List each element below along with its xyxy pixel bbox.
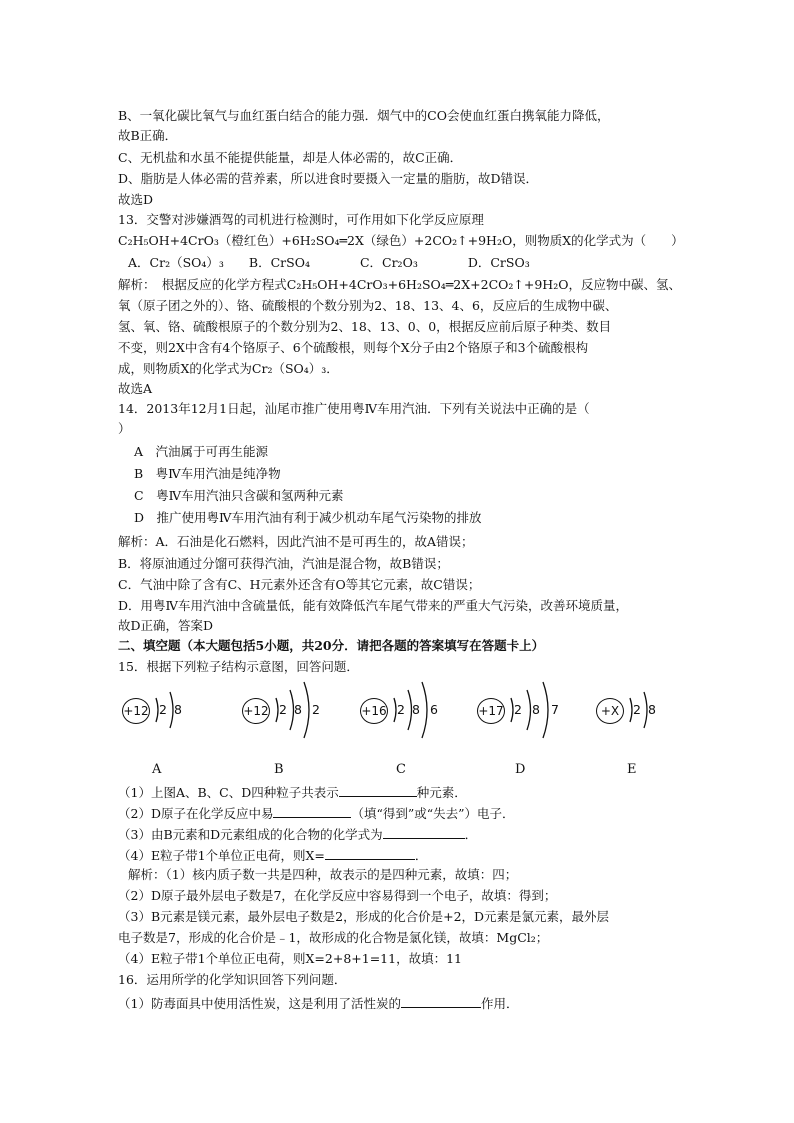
- electron-shell-arcs: [596, 680, 716, 740]
- text-line: 成，则物质X的化学式为Cr₂（SO₄）₃．: [118, 361, 339, 376]
- electron-count: 8: [532, 702, 540, 717]
- electron-count: 2: [514, 702, 522, 717]
- question-15-2: （2）D原子在化学反应中易 （填“得到”或“失去”）电子．: [118, 806, 515, 821]
- text-line: 氧（原子团之外的）、铬、硫酸根的个数分别为2、18、13、4、6，反应后的生成物中碳、: [118, 298, 618, 313]
- nucleus: +16: [360, 698, 388, 724]
- question-16-1: （1）防毒面具中使用活性炭，这是利用了活性炭的 作用．: [118, 996, 519, 1011]
- question-15-4: （4）E粒子带1个单位正电荷，则X= ．: [118, 848, 428, 863]
- electron-count: 2: [397, 702, 405, 717]
- text-line: D、脂肪是人体必需的营养素，所以进食时要摄入一定量的脂肪，故D错误．: [118, 171, 539, 186]
- text-line: 解析：A．石油是化石燃料，因此汽油不是可再生的，故A错误；: [118, 534, 474, 549]
- option-c: C 粤Ⅳ车用汽油只含碳和氢两种元素: [134, 488, 344, 503]
- nucleus: +12: [122, 698, 150, 724]
- atom-diagram-a: [122, 680, 242, 740]
- nucleus: +X: [596, 698, 624, 724]
- atom-label: E: [627, 762, 637, 777]
- text-line: （2）D原子最外层电子数是7，在化学反应中容易得到一个电子，故填：得到；: [118, 888, 557, 903]
- electron-count: 2: [279, 702, 287, 717]
- electron-count: 7: [551, 702, 559, 717]
- text-line: 氢、氧、铬、硫酸根原子的个数分别为2、18、13、0、0，根据反应前后原子种类、数目: [118, 319, 612, 334]
- electron-count: 2: [159, 702, 167, 717]
- options-line: A．Cr₂（SO₄）₃ B．CrSO₄ C．Cr₂O₃ D．CrSO₃: [128, 255, 530, 270]
- atom-diagram-e: [596, 680, 716, 740]
- atom-label: B: [274, 762, 284, 777]
- electron-count: 6: [430, 702, 438, 717]
- electron-count: 8: [174, 702, 182, 717]
- question-13: 13．交警对涉嫌酒驾的司机进行检测时，可作用如下化学反应原理: [118, 212, 484, 227]
- electron-count: 2: [633, 702, 641, 717]
- atom-diagram-b: [242, 680, 362, 740]
- answer-blank[interactable]: [383, 826, 465, 839]
- question-14: 14．2013年12月1日起，汕尾市推广使用粤Ⅳ车用汽油．下列有关说法中正确的是（: [118, 401, 590, 416]
- nucleus: +17: [477, 698, 505, 724]
- text-line: 解析： 根据反应的化学方程式C₂H₅OH+4CrO₃+6H₂SO₄═2X+2CO₂↑+9H₂O，反应物中碳、氢、: [118, 277, 681, 292]
- atom-label: C: [396, 762, 406, 777]
- atom-diagram-c: [360, 680, 480, 740]
- electron-count: 8: [294, 702, 302, 717]
- nucleus: +12: [242, 698, 270, 724]
- question-16: 16．运用所学的化学知识回答下列问题．: [118, 972, 347, 987]
- electron-count: 8: [648, 702, 656, 717]
- electron-shell-arcs: [360, 680, 480, 740]
- atom-label: A: [152, 762, 162, 777]
- text-line: （4）E粒子带1个单位正电荷，则X=2+8+1=11，故填：11: [118, 951, 462, 966]
- electron-shell-arcs: [242, 680, 362, 740]
- text-line: （3）B元素是镁元素，最外层电子数是2，形成的化合价是+2，D元素是氯元素，最外层: [118, 909, 610, 924]
- answer-blank[interactable]: [339, 784, 417, 797]
- text-line: 电子数是7，形成的化合价是﹣1，故形成的化合物是氯化镁，故填：MgCl₂；: [118, 930, 549, 945]
- option-d: D 推广使用粤Ⅳ车用汽油有利于减少机动车尾气污染物的排放: [134, 510, 482, 525]
- atom-diagram-d: [477, 680, 597, 740]
- text-line: B、一氧化碳比氧气与血红蛋白结合的能力强．烟气中的CO会使血红蛋白携氧能力降低，: [118, 108, 610, 123]
- answer-blank[interactable]: [273, 805, 351, 818]
- question-15-3: （3）由B元素和D元素组成的化合物的化学式为 ．: [118, 827, 478, 842]
- text-line: 故选A: [118, 381, 153, 396]
- answer-blank[interactable]: [401, 995, 481, 1008]
- text-line: C．气油中除了含有C、H元素外还含有O等其它元素，故C错误；: [118, 577, 481, 592]
- text-line: C、无机盐和水虽不能提供能量，却是人体必需的，故C正确．: [118, 150, 463, 165]
- atom-label: D: [515, 762, 526, 777]
- electron-count: 2: [312, 702, 320, 717]
- text-line: C₂H₅OH+4CrO₃（橙红色）+6H₂SO₄═2X（绿色）+2CO₂↑+9H₂O，则物质X的化学式为（ ）: [118, 233, 684, 248]
- option-a: A 汽油属于可再生能源: [134, 444, 269, 459]
- text-line: 故选D: [118, 192, 154, 207]
- text-line: ）: [118, 421, 131, 436]
- question-15-1: （1）上图A、B、C、D四种粒子共表示 种元素．: [118, 785, 467, 800]
- option-b: B 粤Ⅳ车用汽油是纯净物: [134, 466, 281, 481]
- text-line: 故B正确．: [118, 128, 178, 143]
- text-line: B．将原油通过分馏可获得汽油，汽油是混合物，故B错误；: [118, 556, 449, 571]
- electron-shell-arcs: [122, 680, 242, 740]
- electron-count: 8: [412, 702, 420, 717]
- text-line: 不变，则2X中含有4个铬原子、6个硫酸根，则每个X分子由2个铬原子和3个硫酸根构: [118, 340, 589, 355]
- text-line: 故D正确，答案D: [118, 618, 214, 633]
- text-line: 解析：（1）核内质子数一共是四种，故表示的是四种元素，故填：四；: [128, 867, 518, 882]
- text-line: D．用粤Ⅳ车用汽油中含硫量低，能有效降低汽车尾气带来的严重大气污染，改善环境质量，: [118, 598, 629, 613]
- section-heading: 二、填空题（本大题包括5小题，共20分．请把各题的答案填写在答题卡上）: [118, 638, 545, 653]
- question-15: 15．根据下列粒子结构示意图，回答问题．: [118, 659, 359, 674]
- answer-blank[interactable]: [325, 847, 415, 860]
